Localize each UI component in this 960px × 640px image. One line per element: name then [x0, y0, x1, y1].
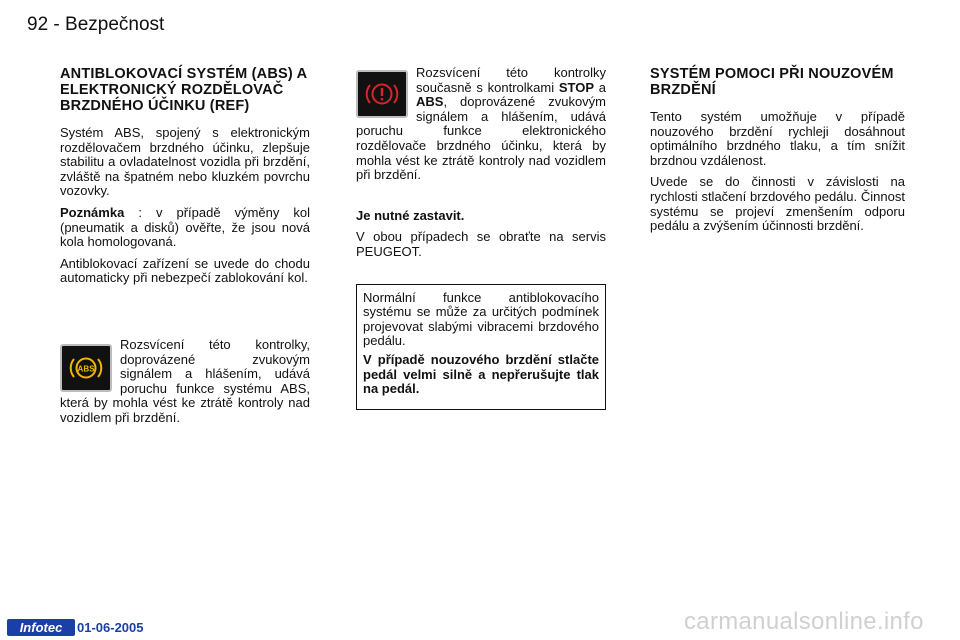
- svg-text:ABS: ABS: [77, 364, 95, 374]
- page-title: 92 - Bezpečnost: [27, 14, 165, 35]
- abs-intro-paragraph: Systém ABS, spojený s elektronickým rozdělovačem brzdného účinku, zlepšuje stabilitu a ovladatelnost vozidla při brzdění, zvláště na špatném nebo kluzkém povrchu vozovky.: [60, 125, 310, 199]
- info-box-text: Normální funkce antiblokovacího systému se může za určitých podmínek projevovat slabými vibracemi brzdového pedálu.: [363, 289, 599, 349]
- abs-warning-block: [60, 338, 310, 426]
- stop-required-heading: Je nutné zastavit.: [356, 207, 465, 223]
- abs-section-title: ANTIBLOKOVACÍ SYSTÉM (ABS) A ELEKTRONICKÝ ROZDĚLOVAČ BRZDNÉHO ÚČINKU (REF): [60, 66, 307, 114]
- warn-text-part: a: [594, 79, 607, 95]
- ref-warning-section: [356, 66, 606, 410]
- warn-text-part: Rozsvícení této kontrolky současně s kontrolkami: [416, 65, 606, 95]
- emergency-brake-title: SYSTÉM POMOCI PŘI NOUZOVÉM BRZDĚNÍ: [650, 66, 894, 98]
- watermark: carmanualsonline.info: [684, 608, 924, 635]
- emergency-brake-paragraph-1: Tento systém umožňuje v případě nouzového brzdění rychleji dosáhnout optimálního brzdného tlaku, a tím snížit brzdnou vzdálenost.: [650, 109, 905, 168]
- brake-warning-block: [356, 66, 606, 183]
- abs-auto-paragraph: Antiblokovací zařízení se uvede do chodu automaticky při nebezpečí zablokování kol.: [60, 255, 310, 286]
- abs-note-paragraph: [60, 206, 310, 250]
- abs-label: ABS: [416, 94, 444, 110]
- abs-warning-icon: [60, 344, 112, 392]
- abs-warning-text: Rozsvícení této kontrolky, doprovázené zvukovým signálem a hlášením, udává poruchu funkce systému ABS, která by mohla vést ke ztrátě kontroly nad vozidlem při brzdění.: [60, 336, 310, 425]
- emergency-brake-paragraph-2: Uvede se do činnosti v závislosti na rychlosti stlačení brzdového pedálu. Činnost systému se projeví zmenšením odporu pedálu a zvýšením účinnosti brzdění.: [650, 174, 905, 234]
- info-box-emergency-text: V případě nouzového brzdění stlačte pedál velmi silně a nepřerušujte tlak na pedál.: [363, 351, 599, 397]
- warn-text-part: , doprovázené zvukovým signálem a hlášením, udává poruchu funkce elektronického rozdělovače brzdného účinku, která by mohla vést ke ztrátě kontroly nad vozidlem při brzdění.: [356, 94, 606, 183]
- note-text: : v případě výměny kol (pneumatik a disků) ověřte, že jsou nová kola homologovaná.: [60, 204, 310, 250]
- footer-date: 01-06-2005: [77, 620, 144, 635]
- service-advice-text: V obou případech se obraťte na servis PEUGEOT.: [356, 229, 606, 259]
- info-box: [356, 284, 606, 410]
- emergency-brake-assist-section: [650, 66, 905, 241]
- stop-label: STOP: [558, 79, 595, 95]
- abs-section: [60, 66, 310, 426]
- note-label: Poznámka: [60, 204, 125, 220]
- brake-warning-icon: [356, 70, 408, 118]
- infotec-logo: Infotec: [7, 619, 75, 636]
